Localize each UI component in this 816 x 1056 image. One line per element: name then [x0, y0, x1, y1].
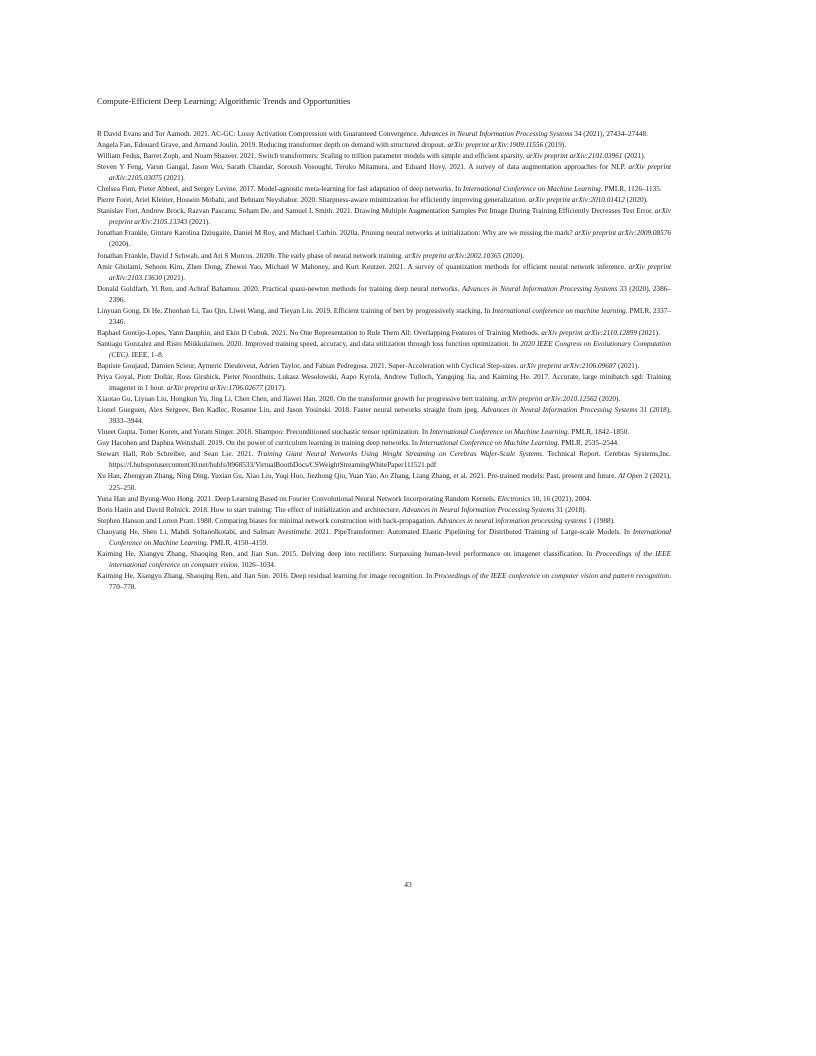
- running-header: Compute-Efficient Deep Learning: Algorithmic Trends and Opportunities: [97, 96, 351, 106]
- reference-venue: arXiv preprint arXiv:1909.11556: [447, 141, 544, 150]
- reference-details: (2021).: [616, 361, 640, 370]
- reference-text: Stephen Hanson and Lorien Pratt. 1988. Comparing biases for minimal network construction with back-propagation.: [97, 516, 438, 525]
- reference-details: . PMLR, 1126–1135.: [600, 185, 662, 194]
- reference-details: (2021).: [187, 218, 211, 227]
- reference-venue: Electronics: [497, 494, 531, 503]
- reference-venue: Advances in Neural Information Processing Systems: [481, 406, 638, 415]
- reference-details: (2020).: [501, 251, 525, 260]
- reference-venue: Advances in Neural Information Processing Systems: [402, 505, 555, 514]
- reference-text: Priya Goyal, Piotr Dollár, Ross Girshick, Pieter Noordhuis, Lukasz Wesolowski, Aapo Kyrola, Andrew Tulloch, Yangqing Jia, and Kaiming He. 2017. Accurate, large minibatch sgd: Training imagenet in 1 hour.: [97, 373, 671, 393]
- reference-text: Jonathan Frankle, Gintare Karolina Dziugaite, Daniel M Roy, and Michael Carbin. 2020a. Pruning neural networks at initialization: Why are we missing the mark?: [97, 229, 575, 238]
- reference-venue: arXiv preprint arXiv:1706.02677: [166, 384, 263, 393]
- reference-text: Xu Han, Zhengyan Zhang, Ning Ding, Yuxian Gu, Xiao Liu, Yuqi Huo, Jiezhong Qiu, Yuan Yao, Ao Zhang, Liang Zhang, et al. 2021. Pre-trained models: Past, present and future.: [97, 472, 619, 481]
- reference-entry: [97, 206, 671, 228]
- reference-entry: [97, 339, 671, 361]
- reference-entry: [97, 251, 671, 262]
- reference-text: Chelsea Finn, Pieter Abbeel, and Sergey Levine. 2017. Model-agnostic meta-learning for fast adaptation of deep networks. In: [97, 185, 463, 194]
- reference-entry: [97, 427, 671, 438]
- reference-details: (2019).: [543, 141, 567, 150]
- reference-text: Angela Fan, Edouard Grave, and Armand Joulin. 2019. Reducing transformer depth on demand with structured dropout.: [97, 141, 448, 150]
- reference-venue: arXiv preprint arXiv:2010.12562: [501, 395, 598, 404]
- reference-venue: Proceedings of the IEEE international conference on computer vision: [109, 549, 671, 569]
- reference-details: 33 (2020), 2386–2396.: [109, 284, 671, 304]
- reference-entry: [97, 228, 671, 250]
- reference-text: Amir Gholami, Sehoon Kim, Zhen Dong, Zhewei Yao, Michael W Mahoney, and Kurt Keutzer. 2021. A survey of quantization methods for efficient neural network inference.: [97, 262, 629, 271]
- reference-entry: [97, 306, 671, 328]
- reference-entry: [97, 361, 671, 372]
- reference-text: Donald Goldfarb, Yi Ren, and Achraf Bahamou. 2020. Practical quasi-newton methods for training deep neural networks.: [97, 284, 462, 293]
- reference-details: . PMLR, 2337–2346.: [109, 306, 672, 326]
- reference-venue: International Conference on Machine Learning: [462, 185, 601, 194]
- reference-entry: [97, 140, 671, 151]
- reference-entry: [97, 471, 671, 493]
- reference-entry: [97, 405, 671, 427]
- reference-entry: [97, 494, 671, 505]
- reference-details: (2020).: [109, 240, 131, 249]
- reference-entry: [97, 372, 671, 394]
- reference-text: Santiago Gonzalez and Risto Miikkulainen. 2020. Improved training speed, accuracy, and data utilization through loss function optimization. In: [97, 339, 521, 348]
- reference-details: . PMLR, 2535–2544.: [557, 439, 619, 448]
- reference-text: Yuna Han and Byung-Woo Hong. 2021. Deep Learning Based on Fourier Convolutional Neural Network Incorporating Random Kernels.: [97, 494, 498, 503]
- reference-details: (2021).: [161, 174, 185, 183]
- reference-text: Xiaotao Gu, Liyuan Liu, Hongkun Yu, Jing Li, Chen Chen, and Jiawei Han. 2020. On the transformer growth for progressive bert training.: [97, 395, 502, 404]
- reference-text: Stewart Hall, Rob Schreiber, and Sean Lie. 2021.: [97, 450, 257, 459]
- reference-details: . 1026–1034.: [237, 560, 276, 569]
- reference-text: Chaoyang He, Shen Li, Mahdi Soltanolkotabi, and Salman Avestimehr. 2021. PipeTransformer: Automated Elastic Pipelining for Distributed Training of Large-scale Models. In: [97, 527, 633, 536]
- reference-entry: [97, 549, 671, 571]
- reference-entry: [97, 129, 671, 140]
- reference-text: Kaiming He, Xiangyu Zhang, Shaoqing Ren, and Jian Sun. 2016. Deep residual learning for image recognition. In: [97, 571, 435, 580]
- reference-venue: Advances in Neural Information Processing Systems: [420, 130, 573, 138]
- reference-entry: [97, 394, 671, 405]
- reference-entry: [97, 449, 671, 471]
- reference-entry: [97, 195, 671, 206]
- reference-venue: arXiv preprint arXiv:2110.12899: [541, 328, 637, 337]
- reference-details: 10, 16 (2021), 2004.: [530, 494, 592, 503]
- reference-text: R David Evans and Tor Aamodt. 2021. AC-GC: Lossy Activation Compression with Guaranteed Convergence.: [97, 130, 421, 138]
- reference-details: 31 (2018), 3933–3944.: [109, 406, 671, 426]
- reference-venue: arXiv preprint arXiv:2106.09687: [520, 361, 617, 370]
- reference-venue: International Conference on Machine Learning: [429, 428, 568, 437]
- reference-entry: [97, 527, 671, 549]
- reference-entry: [97, 328, 671, 339]
- reference-details: (2021).: [636, 328, 660, 337]
- reference-details: (2021).: [161, 273, 185, 282]
- reference-details: . 770–778.: [109, 571, 671, 591]
- reference-venue: arXiv preprint arXiv:2101.03961: [526, 152, 623, 161]
- reference-venue: Advances in Neural Information Processing Systems: [461, 284, 618, 293]
- reference-details: 34 (2021), 27434–27448.: [572, 130, 648, 138]
- reference-details: . PMLR, 4150–4159.: [206, 538, 269, 547]
- reference-text: Guy Hacohen and Daphna Weinshall. 2019. On the power of curriculum learning in training deep networks. In: [97, 439, 420, 448]
- reference-venue: arXiv preprint arXiv:2009.08576: [574, 229, 672, 238]
- reference-venue: Advances in neural information processing systems: [437, 516, 587, 525]
- reference-details: . Technical Report. Cerebras Systems,Inc. https://f.hubspotusercontent30.net/hubfs/8968533/VirtualBoothDocs/CSWeightStreamingWhitePaper111521.pdf: [109, 450, 671, 470]
- page-number: 43: [404, 880, 412, 889]
- reference-venue: arXiv preprint arXiv:2105.13343: [109, 207, 671, 227]
- reference-text: Jonathan Frankle, David J Schwab, and Ari S Morcos. 2020b. The early phase of neural network training.: [97, 251, 405, 260]
- reference-text: Pierre Foret, Ariel Kleiner, Hossein Mobahi, and Behnam Neyshabur. 2020. Sharpness-aware minimization for efficiently improving generalization.: [97, 196, 529, 205]
- reference-text: Stanislav Fort, Andrew Brock, Razvan Pascanu, Soham De, and Samuel L Smith. 2021. Drawing Multiple Augmentation Samples Per Image During Training Efficiently Decreases Test Error.: [97, 207, 655, 216]
- reference-details: . IEEE, 1–8.: [127, 350, 164, 359]
- reference-venue: International conference on machine learning: [492, 306, 626, 315]
- reference-text: Linyuan Gong, Di He, Zhuohan Li, Tao Qin, Liwei Wang, and Tieyan Liu. 2019. Efficient training of bert by progressively stacking. In: [97, 306, 493, 315]
- reference-venue: AI Open: [618, 472, 643, 481]
- reference-venue: International Conference on Machine Learning: [109, 527, 671, 547]
- reference-details: (2020).: [624, 196, 648, 205]
- reference-entry: [97, 162, 671, 184]
- reference-entry: [97, 505, 671, 516]
- reference-entry: [97, 262, 671, 284]
- reference-details: 1 (1988).: [586, 516, 615, 525]
- reference-details: (2017).: [262, 384, 286, 393]
- reference-text: Baptiste Goujaud, Damien Scieur, Aymeric Dieuleveut, Adrien Taylor, and Fabian Pedregosa. 2021. Super-Acceleration with Cyclical Step-sizes.: [97, 361, 520, 370]
- reference-list: [97, 129, 671, 593]
- reference-entry: [97, 571, 671, 593]
- reference-text: Raphael Gontijo-Lopes, Yann Dauphin, and Ekin D Cubuk. 2021. No One Representation to Rule Them All: Overlapping Features of Training Methods.: [97, 328, 542, 337]
- reference-venue: Training Giant Neural Networks Using Weight Streaming on Cerebras Wafer-Scale Systems: [257, 450, 542, 459]
- reference-venue: arXiv preprint arXiv:2105.03075: [109, 163, 671, 183]
- reference-venue: arXiv preprint arXiv:2002.10365: [404, 251, 502, 260]
- reference-venue: arXiv preprint arXiv:2010.01412: [528, 196, 625, 205]
- reference-entry: [97, 184, 671, 195]
- reference-details: 2 (2021), 225–250.: [109, 472, 671, 492]
- reference-text: Vineet Gupta, Tomer Koren, and Yoram Singer. 2018. Shampoo: Preconditioned stochastic tensor optimization. In: [97, 428, 430, 437]
- reference-text: Lionel Gueguen, Alex Sergeev, Ben Kadlec, Rosanne Liu, and Jason Yosinski. 2018. Faster neural networks straight from jpeg.: [97, 406, 482, 415]
- reference-venue: International Conference on Machine Learning: [419, 439, 558, 448]
- reference-details: 31 (2018).: [554, 505, 587, 514]
- reference-entry: [97, 151, 671, 162]
- reference-text: Steven Y Feng, Varun Gangal, Jason Wei, Sarath Chandar, Soroush Vosoughi, Teruko Mitamura, and Eduard Hovy. 2021. A survey of data augmentation approaches for NLP.: [97, 163, 629, 172]
- reference-details: (2020).: [597, 395, 621, 404]
- reference-text: Boris Hanin and David Rolnick. 2018. How to start training: The effect of initialization and architecture.: [97, 505, 403, 514]
- reference-entry: [97, 516, 671, 527]
- reference-venue: 2020 IEEE Congress on Evolutionary Computation (CEC): [109, 339, 672, 359]
- reference-text: William Fedus, Barret Zoph, and Noam Shazeer. 2021. Switch transformers: Scaling to trillion parameter models with simple and efficient sparsity.: [97, 152, 527, 161]
- reference-entry: [97, 284, 671, 306]
- reference-venue: Proceedings of the IEEE conference on computer vision and pattern recognition: [434, 571, 670, 580]
- reference-entry: [97, 438, 671, 449]
- reference-venue: arXiv preprint arXiv:2103.13630: [109, 262, 671, 282]
- reference-details: (2021).: [622, 152, 646, 161]
- reference-text: Kaiming He, Xiangyu Zhang, Shaoqing Ren, and Jian Sun. 2015. Delving deep into rectifiers: Surpassing human-level performance on imagenet classification. In: [97, 549, 596, 558]
- reference-details: . PMLR, 1842–1850.: [567, 428, 630, 437]
